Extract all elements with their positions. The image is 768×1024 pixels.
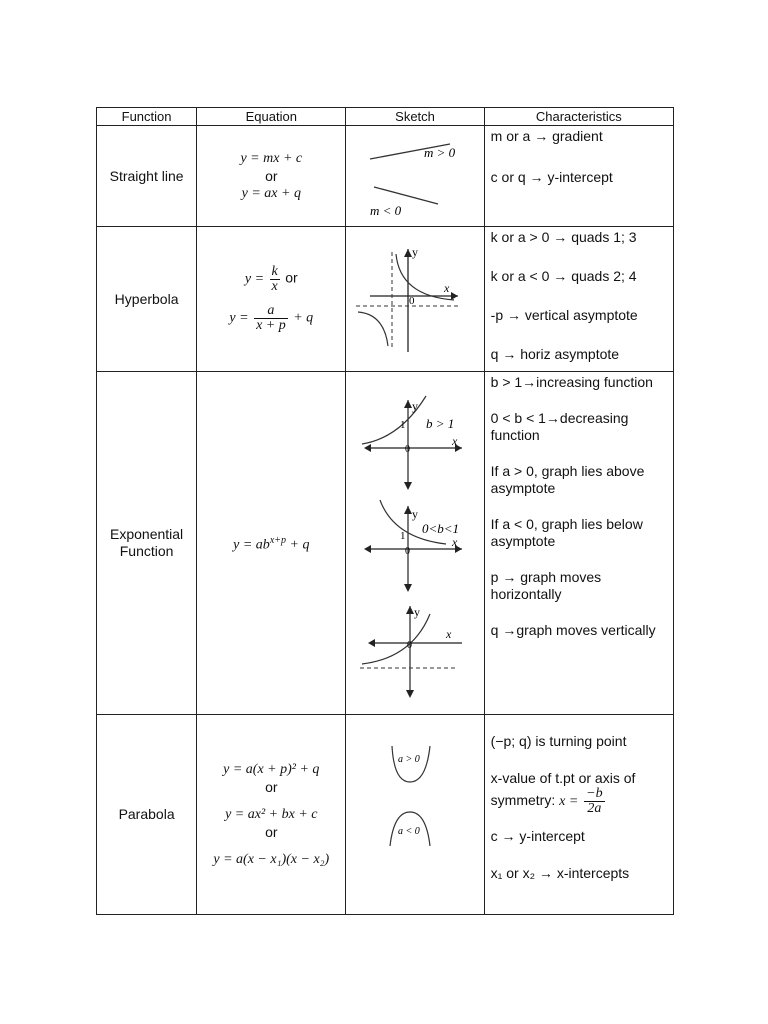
y-axis-arrow-icon bbox=[406, 606, 414, 614]
exponential-eq-exponent: x+p bbox=[269, 534, 286, 546]
x-axis-left-arrow-icon bbox=[364, 444, 371, 452]
label-a-positive: a > 0 bbox=[398, 753, 420, 765]
hyperbola-eq1 bbox=[197, 265, 345, 294]
straight-line-or: or bbox=[265, 167, 278, 184]
parabola-char-x: x₁ or x₂ → x-intercepts bbox=[490, 865, 630, 881]
exponential-equations bbox=[197, 372, 346, 715]
exponential-char-4: If a < 0, graph lies below asymptote bbox=[490, 516, 643, 549]
hyperbola-eq2-den: x + p bbox=[256, 318, 286, 333]
header-equation: Equation bbox=[197, 108, 346, 126]
label-origin: 0 bbox=[407, 640, 413, 651]
hyperbola-eq1-fraction bbox=[270, 265, 280, 294]
parabola-axis-lhs: x = bbox=[559, 794, 579, 810]
parabola-axis-num: −b bbox=[586, 786, 603, 801]
label-m-positive: m > 0 bbox=[424, 144, 456, 160]
hyperbola-eq2 bbox=[197, 304, 345, 333]
header-characteristics: Characteristics bbox=[484, 108, 673, 126]
label-origin: 0 bbox=[409, 295, 415, 307]
exponential-char-3: If a > 0, graph lies above asymptote bbox=[490, 463, 645, 496]
hyperbola-eq2-fraction bbox=[254, 304, 288, 333]
label-y: y bbox=[412, 399, 419, 413]
hyperbola-char-4: q → horiz asymptote bbox=[490, 346, 620, 362]
exponential-char-6: q →graph moves vertically bbox=[490, 622, 656, 638]
label-x: x bbox=[452, 434, 458, 448]
hyperbola-eq1-num: k bbox=[271, 264, 278, 279]
parabola-or1: or bbox=[265, 778, 278, 795]
x-axis-arrow-icon bbox=[451, 292, 458, 300]
label-origin: 0 bbox=[405, 546, 411, 557]
header-function: Function bbox=[97, 108, 197, 126]
hyperbola-characteristics bbox=[484, 227, 673, 372]
exp-shifted-curve bbox=[362, 614, 430, 664]
parabola-eq3: y = a(x − x₁)(x − x₂) bbox=[213, 851, 330, 867]
parabola-equations bbox=[197, 715, 346, 915]
hyperbola-eq1-or: or bbox=[285, 269, 298, 286]
exponential-characteristics bbox=[484, 372, 673, 715]
exponential-sketch-cell bbox=[346, 372, 484, 715]
y-axis-arrow-icon bbox=[404, 249, 412, 257]
hyperbola-char-3: -p → vertical asymptote bbox=[490, 307, 638, 323]
exponential-row bbox=[97, 372, 674, 715]
label-y: y bbox=[412, 245, 419, 259]
parabola-row bbox=[97, 715, 674, 915]
hyperbola-eq1-den: x bbox=[271, 279, 278, 294]
exp-increasing-sketch bbox=[362, 396, 462, 490]
exp-decreasing-sketch bbox=[364, 500, 462, 592]
straight-line-eq2: y = ax + q bbox=[241, 185, 301, 201]
hyperbola-name: Hyperbola bbox=[97, 227, 197, 372]
x-axis-left-arrow-icon bbox=[364, 545, 371, 553]
straight-line-sketch-cell bbox=[346, 126, 484, 227]
exponential-char-2: 0 < b < 1→decreasing function bbox=[490, 410, 629, 443]
hyperbola-branch-left bbox=[358, 312, 388, 346]
exponential-eq-base: y = ab bbox=[233, 537, 270, 553]
label-x: x bbox=[444, 281, 450, 295]
label-y: y bbox=[414, 605, 421, 619]
exp-shifted-sketch bbox=[360, 605, 462, 698]
hyperbola-eq1-lhs: y = bbox=[244, 271, 265, 287]
parabola-sketch bbox=[350, 720, 480, 910]
parabola-characteristics bbox=[484, 715, 673, 915]
straight-line-char-2: c or q → y-intercept bbox=[490, 169, 613, 185]
negative-gradient-line bbox=[374, 187, 438, 204]
label-y: y bbox=[412, 507, 419, 521]
parabola-axis-den: 2a bbox=[587, 801, 602, 816]
parabola-char-c: c → y-intercept bbox=[490, 828, 585, 844]
label-origin: 0 bbox=[405, 444, 411, 455]
straight-line-eq1: y = mx + c bbox=[240, 150, 303, 166]
x-axis-left-arrow-icon bbox=[368, 639, 375, 647]
hyperbola-sketch bbox=[350, 234, 480, 364]
straight-line-equations bbox=[197, 126, 346, 227]
hyperbola-sketch-cell bbox=[346, 227, 484, 372]
y-axis-down-arrow-icon bbox=[406, 690, 414, 698]
functions-table bbox=[96, 107, 674, 915]
hyperbola-eq2-rhs: + q bbox=[293, 310, 314, 326]
label-condition: 0<b<1 bbox=[422, 521, 460, 536]
parabola-eq2: y = ax² + bx + c bbox=[225, 806, 318, 822]
parabola-sketch-cell bbox=[346, 715, 484, 915]
label-x: x bbox=[452, 535, 458, 549]
hyperbola-eq2-lhs: y = bbox=[229, 310, 249, 326]
exponential-name-line2: Function bbox=[119, 543, 174, 559]
parabola-name: Parabola bbox=[97, 715, 197, 915]
exponential-char-5: p → graph moves horizontally bbox=[490, 569, 602, 602]
straight-line-char-1: m or a → gradient bbox=[490, 128, 603, 144]
y-axis-down-arrow-icon bbox=[404, 584, 412, 592]
header-sketch: Sketch bbox=[346, 108, 484, 126]
exponential-name bbox=[97, 372, 197, 715]
parabola-char-axis bbox=[491, 770, 673, 816]
y-axis-down-arrow-icon bbox=[404, 482, 412, 490]
parabola-eq1: y = a(x + p)² + q bbox=[223, 761, 320, 777]
straight-line-sketch bbox=[350, 129, 480, 224]
exponential-name-line1: Exponential bbox=[110, 526, 184, 542]
hyperbola-char-2: k or a < 0 → quads 2; 4 bbox=[490, 268, 637, 284]
hyperbola-eq2-num: a bbox=[254, 304, 288, 319]
parabola-axis-text: x-value of t.pt or axis of symmetry: bbox=[490, 770, 636, 809]
exponential-sketch bbox=[350, 378, 480, 708]
label-condition: b > 1 bbox=[426, 416, 455, 431]
y-axis-arrow-icon bbox=[404, 506, 412, 514]
exponential-eq bbox=[197, 532, 345, 555]
hyperbola-equations bbox=[197, 227, 346, 372]
exponential-eq-tail: + q bbox=[286, 537, 310, 553]
header-row bbox=[97, 108, 674, 126]
exponential-char-1: b > 1→increasing function bbox=[490, 374, 653, 390]
parabola-char-turning: (−p; q) is turning point bbox=[490, 733, 627, 749]
hyperbola-char-1: k or a > 0 → quads 1; 3 bbox=[490, 229, 637, 245]
label-a-negative: a < 0 bbox=[398, 825, 420, 837]
label-one: 1 bbox=[400, 530, 406, 542]
hyperbola-row bbox=[97, 227, 674, 372]
label-one: 1 bbox=[400, 419, 406, 431]
straight-line-characteristics bbox=[484, 126, 673, 227]
straight-line-name: Straight line bbox=[97, 126, 197, 227]
formula-sheet bbox=[96, 107, 674, 911]
parabola-or2: or bbox=[265, 823, 278, 840]
parabola-axis-fraction bbox=[584, 787, 604, 816]
y-axis-arrow-icon bbox=[404, 400, 412, 408]
label-x: x bbox=[446, 627, 452, 641]
label-m-negative: m < 0 bbox=[370, 202, 402, 218]
straight-line-row bbox=[97, 126, 674, 227]
